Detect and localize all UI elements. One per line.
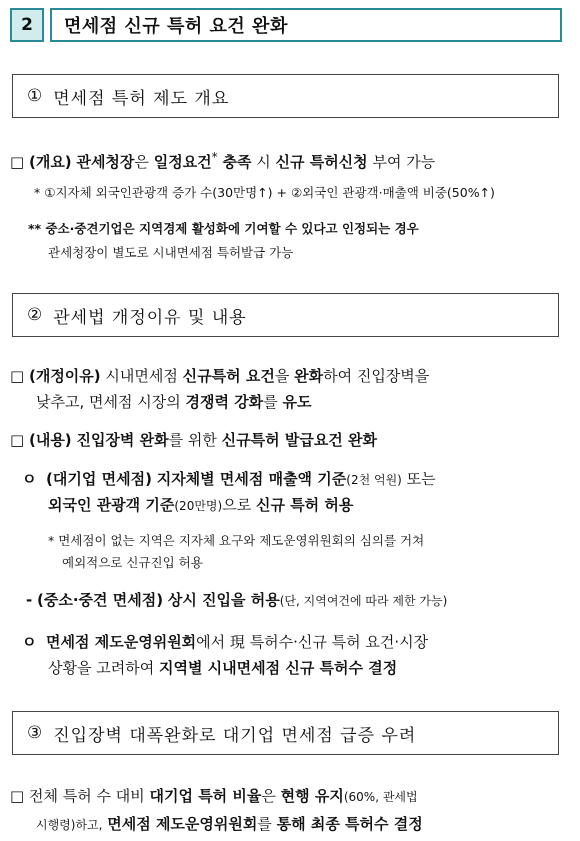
text: 전체 특허 수 대비 [28, 787, 145, 805]
footnote-2-line1 [28, 219, 566, 239]
text-requirement: 일정요건 [153, 153, 212, 171]
text: 대기업 특허 비율 [149, 787, 262, 805]
dash-bullet: - [26, 591, 33, 609]
paragraph-content [10, 430, 566, 450]
subsection-header-1 [12, 74, 559, 118]
footnote-star: * [34, 185, 41, 200]
text-commissioner: 관세청장 [76, 153, 135, 171]
text-particle: 은 [134, 153, 149, 171]
subsection-title: 면세점 특허 제도 개요 [53, 88, 230, 109]
paragraph-reason-line1 [10, 366, 566, 386]
footnote-text: 중소·중견기업은 지역경제 활성화에 기여할 수 있다고 인정되는 경우 [45, 221, 419, 236]
subsection-marker: ② [27, 305, 44, 325]
text: 시행령)하고, [36, 818, 103, 832]
footnote-text: ①지자체 외국인관광객 증가 수(30만명↑) + ②외국인 관광객·매출액 비중(50%↑) [44, 185, 495, 200]
text: 을 [274, 367, 290, 385]
subsection-title: 관세법 개정이유 및 내용 [53, 307, 247, 328]
paragraph-ratio-line1 [10, 786, 566, 807]
text-new-patent: 신규 특허신청 [275, 153, 368, 171]
text: 상황을 고려하여 [48, 659, 155, 677]
text: 유도 [282, 393, 312, 411]
item-sme [26, 590, 566, 611]
text: 를 위한 [168, 431, 217, 449]
text: 진입장벽 완화 [76, 431, 169, 449]
text: 예외적으로 신규진입 허용 [62, 555, 203, 570]
checkbox-bullet: □ [10, 431, 25, 449]
label-reason: (개정이유) [28, 367, 101, 385]
footnote-mark: * [211, 150, 218, 164]
paragraph-reason-line2 [36, 392, 566, 412]
section-title: 면세점 신규 특허 요건 완화 [50, 8, 562, 42]
text: 하여 진입장벽을 [323, 367, 430, 385]
text: (대기업 면세점) [46, 470, 152, 488]
text: 를 [257, 815, 272, 833]
subsection-marker: ③ [27, 723, 44, 743]
subsection-header-3 [12, 711, 559, 755]
text: 완화 [294, 367, 324, 385]
text: 낮추고, 면세점 시장의 [36, 393, 181, 411]
text: 으로 [222, 496, 252, 514]
text: 지자체별 면세점 매출액 기준 [156, 470, 347, 488]
text-possible: 부여 가능 [372, 153, 436, 171]
paragraph-overview [10, 147, 566, 172]
footnote-star: * [48, 533, 55, 548]
footnote-3-line2 [62, 553, 566, 573]
item-committee-line1 [22, 632, 566, 652]
text: 외국인 관광객 기준 [48, 496, 175, 514]
circle-bullet: ㅇ [22, 470, 37, 488]
text: 상시 진입을 허용 [167, 591, 280, 609]
text: 또는 [406, 470, 436, 488]
checkbox-bullet: □ [10, 787, 25, 805]
section-number-badge: 2 [10, 8, 44, 42]
item-large-enterprise-line1 [22, 469, 566, 490]
text-when: 시 [256, 153, 271, 171]
text: 은 [261, 787, 276, 805]
label-overview: (개요) [28, 153, 72, 171]
text-meet: 충족 [222, 153, 252, 171]
section-title-bar [10, 8, 562, 42]
footnote-star: ** [28, 221, 42, 236]
subsection-header-2 [12, 293, 559, 337]
text: 통해 최종 특허수 결정 [276, 815, 423, 833]
item-committee-line2 [48, 658, 566, 678]
text: 면세점 제도운영위원회 [46, 633, 197, 651]
text: (중소·중견 면세점) [37, 591, 164, 609]
footnote-3-line1 [48, 531, 566, 551]
text: (60%, 관세법 [343, 790, 418, 804]
text: 를 [263, 393, 278, 411]
text: (단, 지역여건에 따라 제한 가능) [279, 594, 448, 608]
item-large-enterprise-line2 [48, 495, 566, 516]
text: 신규특허 발급요건 완화 [221, 431, 378, 449]
footnote-2-line2 [48, 243, 566, 263]
text: 에서 現 특허수·신규 특허 요건·시장 [196, 633, 429, 651]
subsection-marker: ① [27, 86, 44, 106]
checkbox-bullet: □ [10, 153, 25, 171]
text: 면세점이 없는 지역은 지자체 요구와 제도운영위원회의 심의를 거쳐 [58, 533, 425, 548]
text: 시내면세점 [105, 367, 178, 385]
text: (20만명) [174, 499, 223, 513]
text: 신규특허 요건 [182, 367, 275, 385]
text: 지역별 시내면세점 신규 특허수 결정 [158, 659, 398, 677]
subsection-title: 진입장벽 대폭완화로 대기업 면세점 급증 우려 [53, 725, 417, 746]
paragraph-ratio-line2 [36, 814, 566, 835]
text: 경쟁력 강화 [185, 393, 264, 411]
text: 면세점 제도운영위원회 [107, 815, 258, 833]
text: (2천 억원) [346, 473, 402, 487]
footnote-1 [34, 183, 566, 203]
checkbox-bullet: □ [10, 367, 25, 385]
text: 현행 유지 [280, 787, 344, 805]
label-content: (내용) [28, 431, 72, 449]
footnote-text: 관세청장이 별도로 시내면세점 특허발급 가능 [48, 245, 294, 260]
text: 신규 특허 허용 [255, 496, 354, 514]
circle-bullet: ㅇ [22, 633, 37, 651]
